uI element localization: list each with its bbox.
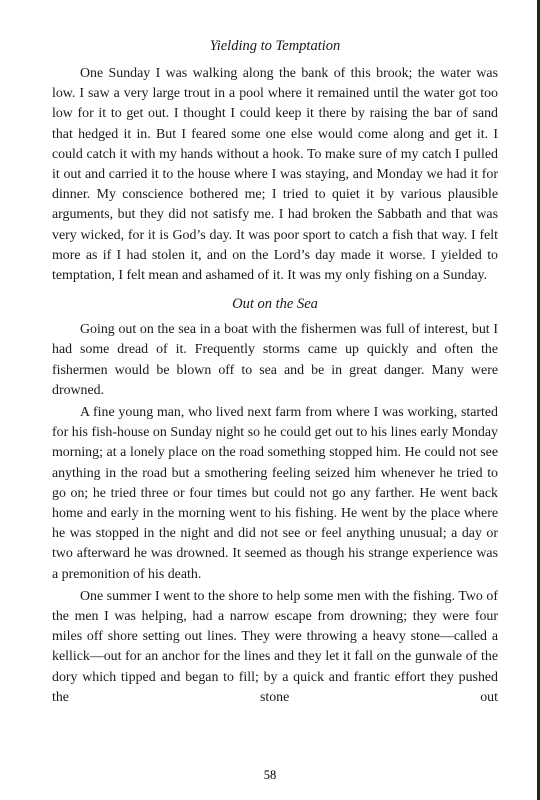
paragraph-young-man-premonition: A fine young man, who lived next farm from where I was working, started for his fish-house on Sunday night so he could get out to his lines early Monday morning; at a lonely place on the road something stopped him. He could not see anything in the road but a smothering feeling seized him whenever he tried to go on; he tried three or four times but could not go any farther. He went back home and early in the morning went to his fishing. He went by the place where he was stopped in the night and did not see or feel anything unusual; a day or two afterward he was drowned. It seemed as though his strange experience was a premonition of his death. — [52, 405, 498, 582]
paragraph-trout-sunday: One Sunday I was walking along the bank of this brook; the water was low. I saw a very large trout in a pool where it remained until the water got too low for it to get out. I thought I could keep it there by raising the bar of sand that hedged it in. But I feared some one else would come along and get it. I could catch it with my hands without a hook. To make sure of my catch I pulled it out and carried it to the house where I was staying, and Monday we had it for dinner. My conscience bothered me; I tried to quiet it by various plausible arguments, but they did not satisfy me. I had broken the Sabbath and that was very wicked, for it is God’s day. It was poor sport to catch a fish that way. I felt more as if I had stolen it, and on the Lord’s day made it worse. I yielded to temptation, I felt mean and ashamed of it. It was my only fishing on a Sunday. — [52, 66, 498, 284]
page-number: 58 — [263, 768, 277, 782]
section-heading-yielding-to-temptation: Yielding to Temptation — [209, 38, 341, 54]
section-heading-out-on-the-sea: Out on the Sea — [232, 296, 318, 313]
paragraph-sea-dread: Going out on the sea in a boat with the fishermen was full of interest, but I had some dread of it. Frequently storms came up quickly and often the fishermen would be blown off to sea and be in great danger. Many were drowned. — [52, 322, 498, 398]
paragraph-kellick-escape: One summer I went to the shore to help some men with the fishing. Two of the men I was helping, had a narrow escape from drowning; they were four miles off shore setting out lines. They were throwing a heavy stone—called a kellick—out for an anchor for the lines and they let it fall on the gunwale of the dory which tipped and began to fill; by a quick and frantic effort they pushed the stone out — [52, 588, 498, 705]
